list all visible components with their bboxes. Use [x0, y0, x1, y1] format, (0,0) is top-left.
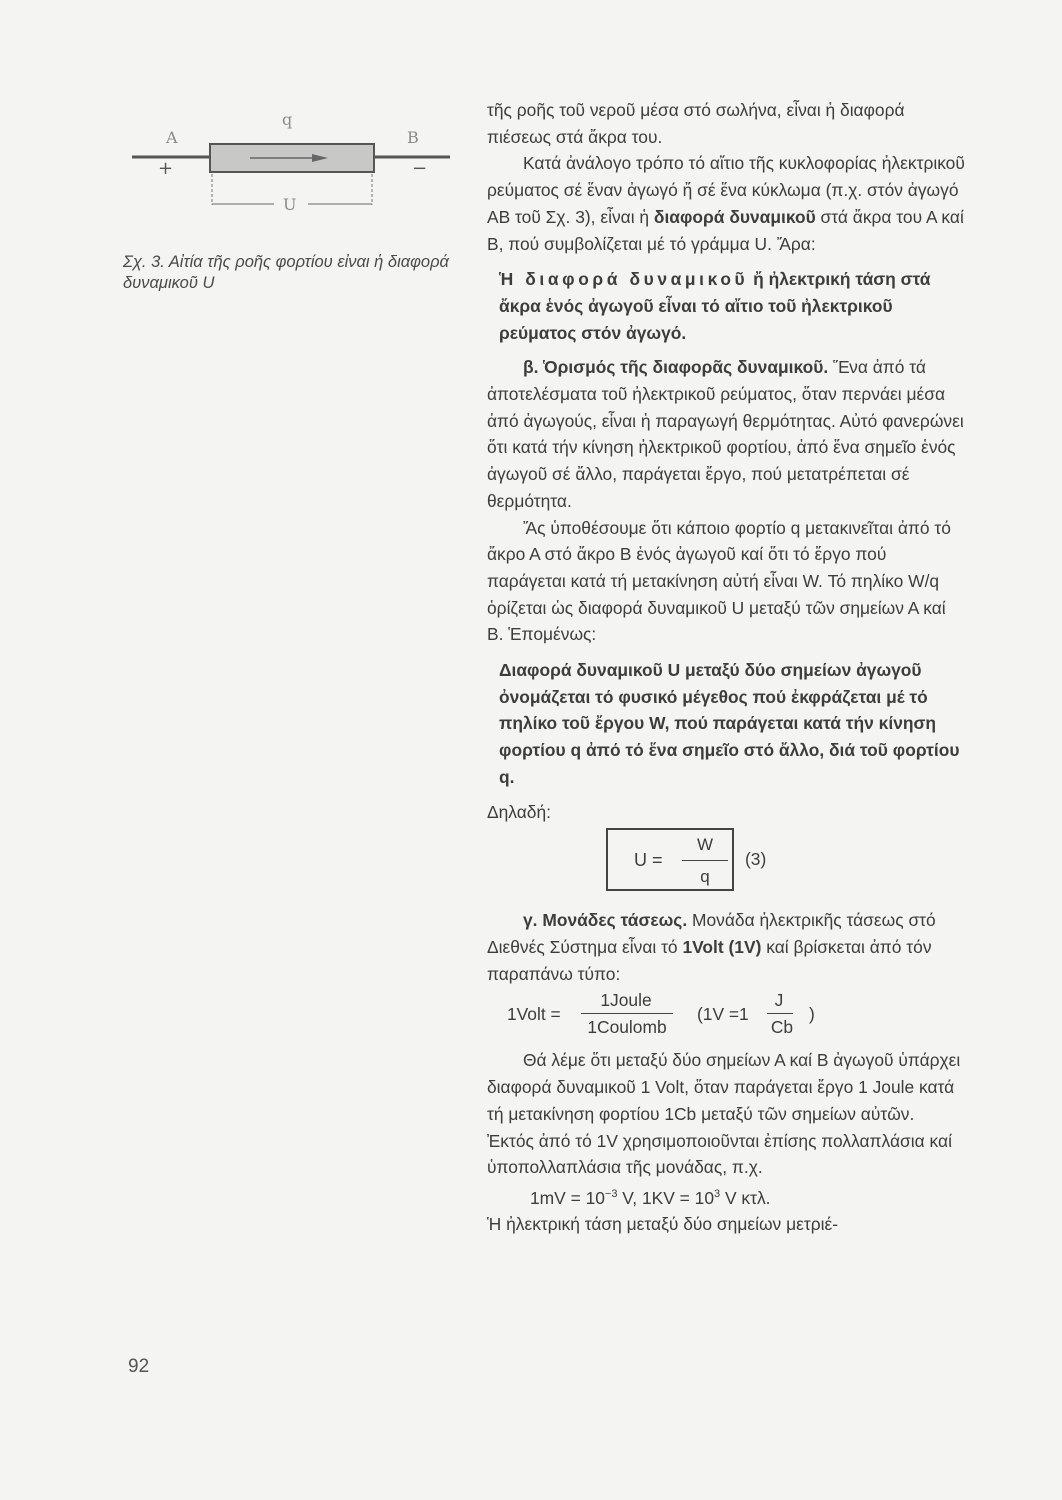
voltage-label: U	[283, 195, 297, 214]
volt-short-close: )	[809, 1004, 815, 1025]
unit-volt: 1Volt (1V)	[682, 936, 762, 957]
point-a-label: A	[166, 128, 178, 147]
formula-box	[606, 828, 734, 891]
definition-2: Διαφορά δυναμικοῦ U μεταξύ δύο σημείων ἀγωγοῦ ὀνομάζεται τό φυσικό μέγεθος πού ἐκφράζεται μέ τό πηλίκο τοῦ ἔργου W, πού παράγεται κατά τήν κίνηση φορτίου q ἀπό τό ἕνα σημεῖο στό ἄλλο, διά τοῦ φορτίου q.	[499, 660, 960, 787]
volt-short-open: (1V =1	[697, 1004, 749, 1025]
formula-denominator: q	[700, 867, 710, 887]
paragraph-5: Ἡ ἠλεκτρική τάση μεταξύ δύο σημείων μετριέ-	[487, 1214, 839, 1235]
paragraph-4: Θά λέμε ὅτι μεταξύ δύο σημείων Α καί Β ἀγωγοῦ ὑπάρχει διαφορά δυναμικοῦ 1 Volt, ὅταν παράγεται ἔργο 1 Joule κατά τή μετακίνηση φορτίου 1Cb μεταξύ τῶν σημείων αὐτῶν. Ἐκτός ἀπό τό 1V χρησιμοποιοῦνται ἐπίσης πολλαπλάσια καί ὑποπολλαπλάσια τῆς μονάδας, π.χ.	[487, 1050, 961, 1178]
section-beta-heading: β. Ὁρισμός τῆς διαφορᾶς δυναμικοῦ.	[523, 357, 829, 378]
charge-label: q	[282, 110, 293, 129]
volt-numerator: 1Joule	[600, 990, 652, 1011]
definition-1: Ἡ διαφορά δυναμικοῦ ἤ ἠλεκτρική τάση στά ἄκρα ἑνός ἀγωγοῦ εἶναι τό αἴτιο τοῦ ἠλεκτρικοῦ ρεύματος στόν ἀγωγό.	[499, 269, 931, 343]
formula-3	[487, 825, 965, 899]
volt-short-num: J	[774, 990, 784, 1011]
volt-short-den: Cb	[770, 1017, 794, 1038]
equation-number: (3)	[745, 849, 767, 870]
figure-caption: Σχ. 3. Αἰτία τῆς ροῆς φορτίου εἰναι ἡ διαφορά δυναμικοῦ U	[123, 253, 449, 292]
multiples-line: $1mV = 10^{-3}$ V, $1KV = 10^3$ V κτλ.	[530, 1187, 771, 1208]
volt-denominator: 1Coulomb	[587, 1017, 667, 1038]
paragraph-3: Ἄς ὑποθέσουμε ὅτι κάποιο φορτίο q μετακινεῖται ἀπό τό ἄκρο Α στό ἄκρο Β ἑνός ἀγωγοῦ καί ὅτι τό ἔργο πού παράγεται κατά τή μετακίνηση αὐτή εἶναι W. Τό πηλίκο W/q ὁρίζεται ὡς διαφορά δυναμικοῦ U μεταξύ τῶν σημείων Α καί Β. Ἑπομένως:	[487, 517, 951, 645]
formula-numerator: W	[696, 835, 714, 855]
main-text-column	[487, 97, 965, 1238]
section-gamma: γ. Μονάδες τάσεως. Μονάδα ἠλεκτρικῆς τάσεως στό Διεθνές Σύστημα εἶναι τό 1Volt (1V) καί βρίσκεται ἀπό τόν παραπάνω τύπο:	[487, 910, 936, 984]
minus-sign: −	[412, 158, 428, 179]
section-beta: β. Ὁρισμός τῆς διαφορᾶς δυναμικοῦ. Ἕνα ἀπό τά ἀποτελέσματα τοῦ ἠλεκτρικοῦ ρεύματος, ὅταν περνάει μέσα ἀπό ἀγωγούς, εἶναι ἡ παραγωγή θερμότητας. Αὐτό φανερώνει ὅτι κατά τήν κίνηση ἠλεκτρικοῦ φορτίου, ἀπό ἕνα σημεῖο ἑνός ἀγωγοῦ σέ ἄλλο, παράγεται ἔργο, πού μετατρέπεται σέ θερμότητα.	[487, 357, 964, 511]
dilad-label: Δηλαδή:	[487, 801, 551, 822]
conductor-figure	[128, 112, 458, 222]
volt-formula	[487, 987, 965, 1041]
term-potential-difference: διαφορά δυναμικοῦ	[653, 206, 816, 227]
point-b-label: B	[407, 128, 419, 147]
fraction-bar	[682, 860, 728, 861]
volt-lhs: 1Volt =	[507, 1004, 561, 1025]
page-number: 92	[128, 1356, 150, 1377]
paragraph-2: Κατά ἀνάλογο τρόπο τό αἴτιο τῆς κυκλοφορίας ἠλεκτρικοῦ ρεύματος σέ ἕναν ἀγωγό ἤ σέ ἕνα κύκλωμα (π.χ. στόν ἀγωγό ΑΒ τοῦ Σχ. 3), εἶναι ἡ διαφορά δυναμικοῦ στά ἄκρα του Α καί Β, πού συμβολίζεται μέ τό γράμμα U. Ἄρα:	[487, 153, 965, 254]
section-gamma-heading: γ. Μονάδες τάσεως.	[523, 910, 688, 931]
formula-lhs: U =	[634, 850, 663, 871]
paragraph-1: τῆς ροῆς τοῦ νεροῦ μέσα στό σωλήνα, εἶναι ἡ διαφορά πιέσεως στά ἄκρα του.	[487, 100, 905, 147]
plus-sign: +	[158, 158, 174, 179]
